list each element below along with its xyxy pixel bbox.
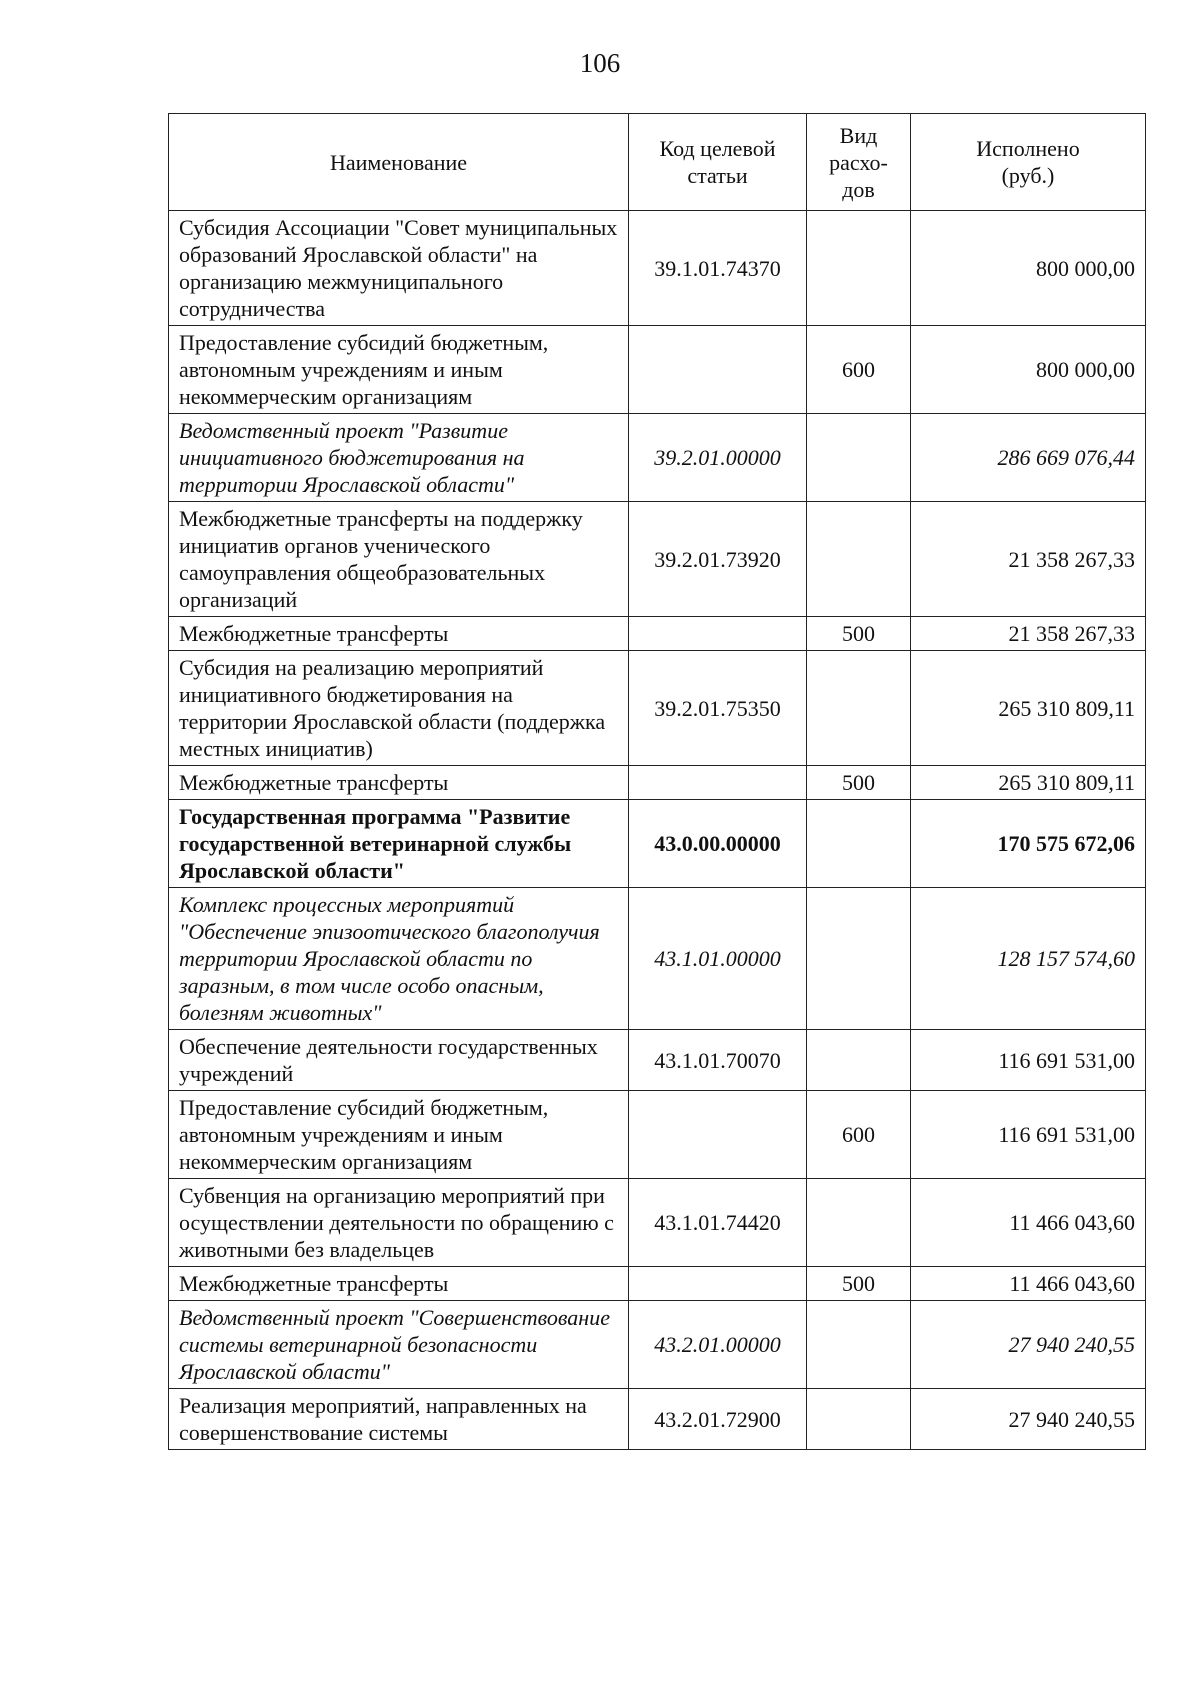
cell-amount: 128 157 574,60 [911, 888, 1146, 1030]
cell-code: 43.1.01.00000 [629, 888, 807, 1030]
cell-code [629, 1091, 807, 1179]
cell-amount: 800 000,00 [911, 211, 1146, 326]
page-number: 106 [579, 48, 621, 78]
table-row [169, 326, 1146, 414]
cell-amount: 116 691 531,00 [911, 1030, 1146, 1091]
table-row [169, 617, 1146, 651]
cell-vid: 500 [807, 1267, 911, 1301]
cell-code [629, 766, 807, 800]
cell-vid [807, 1030, 911, 1091]
cell-vid [807, 1301, 911, 1389]
cell-name: Межбюджетные трансферты [169, 617, 629, 651]
table-row [169, 1179, 1146, 1267]
cell-name: Межбюджетные трансферты [169, 1267, 629, 1301]
cell-code [629, 1267, 807, 1301]
cell-name: Реализация мероприятий, направленных на совершенствование системы [169, 1389, 629, 1450]
cell-amount: 116 691 531,00 [911, 1091, 1146, 1179]
cell-code: 43.0.00.00000 [629, 800, 807, 888]
table-row [169, 651, 1146, 766]
cell-name: Государственная программа "Развитие государственной ветеринарной службы Ярославской области" [169, 800, 629, 888]
cell-code: 39.2.01.75350 [629, 651, 807, 766]
cell-code: 43.2.01.00000 [629, 1301, 807, 1389]
cell-name: Комплекс процессных мероприятий "Обеспечение эпизоотического благополучия территории Ярославской области по заразным, в том числе особо опасным, болезням животных" [169, 888, 629, 1030]
cell-name: Субвенция на организацию мероприятий при осуществлении деятельности по обращению с животными без владельцев [169, 1179, 629, 1267]
cell-name: Субсидия Ассоциации "Совет муниципальных образований Ярославской области" на организацию межмуниципального сотрудничества [169, 211, 629, 326]
cell-name: Обеспечение деятельности государственных учреждений [169, 1030, 629, 1091]
cell-vid [807, 800, 911, 888]
table-row [169, 1389, 1146, 1450]
header-code: Код целевой статьи [629, 114, 807, 211]
header-row [169, 114, 1146, 211]
header-amount: Исполнено (руб.) [911, 114, 1146, 211]
table-row [169, 1030, 1146, 1091]
cell-vid: 600 [807, 1091, 911, 1179]
cell-name: Ведомственный проект "Совершенствование системы ветеринарной безопасности Ярославской области" [169, 1301, 629, 1389]
table-header [169, 114, 1146, 211]
cell-vid: 500 [807, 766, 911, 800]
cell-name: Субсидия на реализацию мероприятий инициативного бюджетирования на территории Ярославской области (поддержка местных инициатив) [169, 651, 629, 766]
cell-vid: 500 [807, 617, 911, 651]
cell-amount: 11 466 043,60 [911, 1179, 1146, 1267]
cell-code [629, 326, 807, 414]
table-row [169, 800, 1146, 888]
cell-name: Предоставление субсидий бюджетным, автономным учреждениям и иным некоммерческим организациям [169, 1091, 629, 1179]
cell-amount: 265 310 809,11 [911, 651, 1146, 766]
cell-amount: 21 358 267,33 [911, 617, 1146, 651]
cell-code: 39.2.01.00000 [629, 414, 807, 502]
cell-code: 43.1.01.74420 [629, 1179, 807, 1267]
cell-code: 43.2.01.72900 [629, 1389, 807, 1450]
table-row [169, 414, 1146, 502]
header-vid: Вид расхо-дов [807, 114, 911, 211]
cell-amount: 27 940 240,55 [911, 1389, 1146, 1450]
cell-vid [807, 1179, 911, 1267]
table-row [169, 1301, 1146, 1389]
cell-amount: 286 669 076,44 [911, 414, 1146, 502]
cell-code: 39.1.01.74370 [629, 211, 807, 326]
table-row [169, 1091, 1146, 1179]
table-row [169, 502, 1146, 617]
cell-name: Межбюджетные трансферты на поддержку инициатив органов ученического самоуправления общеобразовательных организаций [169, 502, 629, 617]
cell-code [629, 617, 807, 651]
cell-vid [807, 888, 911, 1030]
header-name: Наименование [169, 114, 629, 211]
table-row [169, 1267, 1146, 1301]
table-row [169, 888, 1146, 1030]
cell-amount: 265 310 809,11 [911, 766, 1146, 800]
cell-vid [807, 1389, 911, 1450]
table-body [169, 211, 1146, 1450]
cell-vid [807, 414, 911, 502]
cell-name: Межбюджетные трансферты [169, 766, 629, 800]
cell-vid [807, 651, 911, 766]
table-row [169, 211, 1146, 326]
cell-code: 39.2.01.73920 [629, 502, 807, 617]
cell-amount: 21 358 267,33 [911, 502, 1146, 617]
cell-amount: 11 466 043,60 [911, 1267, 1146, 1301]
cell-amount: 27 940 240,55 [911, 1301, 1146, 1389]
cell-amount: 170 575 672,06 [911, 800, 1146, 888]
cell-name: Ведомственный проект "Развитие инициативного бюджетирования на территории Ярославской области" [169, 414, 629, 502]
cell-code: 43.1.01.70070 [629, 1030, 807, 1091]
table-row [169, 766, 1146, 800]
budget-table [168, 113, 1146, 1450]
cell-vid [807, 211, 911, 326]
cell-vid [807, 502, 911, 617]
cell-amount: 800 000,00 [911, 326, 1146, 414]
cell-vid: 600 [807, 326, 911, 414]
cell-name: Предоставление субсидий бюджетным, автономным учреждениям и иным некоммерческим организациям [169, 326, 629, 414]
